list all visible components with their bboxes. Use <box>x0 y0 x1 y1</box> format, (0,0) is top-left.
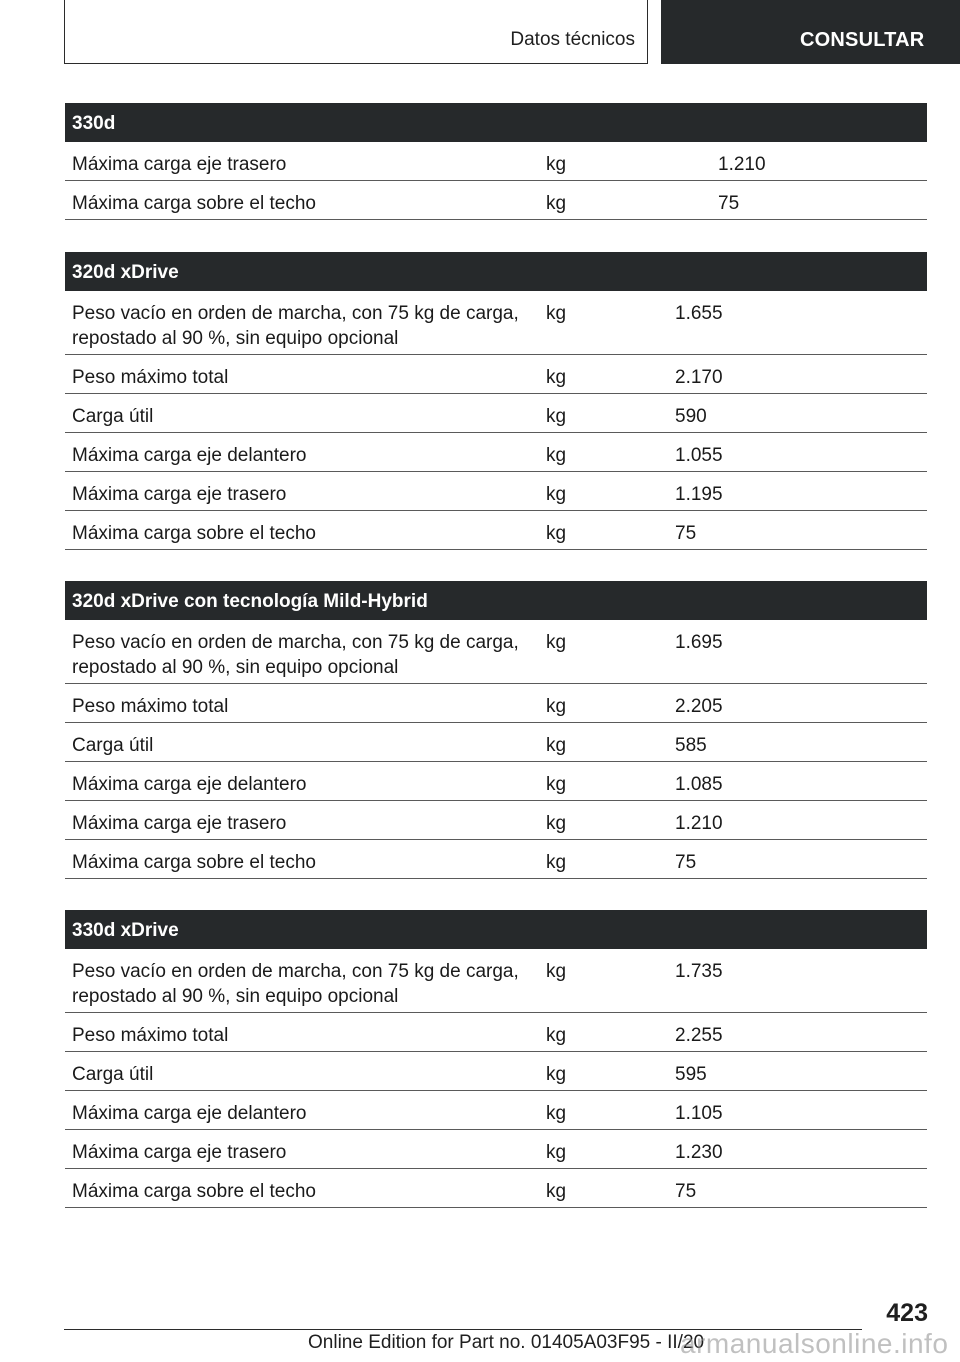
table-row <box>65 142 927 181</box>
row-label: Peso vacío en orden de marcha, con 75 kg de carga, repostado al 90 %, sin equipo opcional <box>72 961 519 1007</box>
row-label: Peso vacío en orden de marcha, con 75 kg de carga, repostado al 90 %, sin equipo opcional <box>72 632 519 678</box>
row-label: Máxima carga sobre el techo <box>72 852 316 873</box>
section-title: Datos técnicos <box>510 29 635 50</box>
row-unit: kg <box>546 632 567 653</box>
row-unit: kg <box>546 1103 567 1124</box>
table-row <box>65 355 927 394</box>
row-label: Peso vacío en orden de marcha, con 75 kg de carga, repostado al 90 %, sin equipo opcional <box>72 303 519 349</box>
row-value: 1.085 <box>675 774 723 795</box>
row-unit: kg <box>546 484 567 505</box>
table-row <box>65 291 927 355</box>
table-title: 330d <box>65 103 927 142</box>
row-unit: kg <box>546 696 567 717</box>
table-title: 330d xDrive <box>65 910 927 949</box>
row-value: 1.105 <box>675 1103 723 1124</box>
row-unit: kg <box>546 406 567 427</box>
row-value: 1.230 <box>675 1142 723 1163</box>
row-unit: kg <box>546 961 567 982</box>
row-label: Carga útil <box>72 735 154 756</box>
spec-table-330d <box>65 103 927 220</box>
row-unit: kg <box>546 1181 567 1202</box>
row-unit: kg <box>546 1064 567 1085</box>
row-label: Máxima carga eje trasero <box>72 154 287 175</box>
row-value: 1.655 <box>675 303 723 324</box>
row-value: 75 <box>718 193 740 214</box>
row-label: Máxima carga eje delantero <box>72 445 307 466</box>
row-value: 75 <box>675 1181 697 1202</box>
row-label: Máxima carga sobre el techo <box>72 193 316 214</box>
row-label: Máxima carga sobre el techo <box>72 523 316 544</box>
table-row <box>65 949 927 1013</box>
row-value: 75 <box>675 852 697 873</box>
table-row <box>65 511 927 550</box>
row-value: 1.055 <box>675 445 723 466</box>
spec-table-320d-xdrive <box>65 252 927 550</box>
row-label: Peso máximo total <box>72 367 229 388</box>
row-unit: kg <box>546 193 567 214</box>
row-value: 2.255 <box>675 1025 723 1046</box>
spec-tables <box>65 103 927 1239</box>
table-row <box>65 1052 927 1091</box>
row-unit: kg <box>546 735 567 756</box>
row-unit: kg <box>546 852 567 873</box>
row-value: 1.210 <box>718 154 766 175</box>
row-label: Carga útil <box>72 1064 154 1085</box>
chapter-label: CONSULTAR <box>800 29 925 51</box>
table-title: 320d xDrive <box>65 252 927 291</box>
row-unit: kg <box>546 1142 567 1163</box>
row-label: Máxima carga eje trasero <box>72 1142 287 1163</box>
row-label: Máxima carga eje delantero <box>72 1103 307 1124</box>
row-value: 2.205 <box>675 696 723 717</box>
row-value: 1.735 <box>675 961 723 982</box>
table-row <box>65 762 927 801</box>
row-unit: kg <box>546 154 567 175</box>
table-row <box>65 723 927 762</box>
row-value: 590 <box>675 406 707 427</box>
row-label: Máxima carga eje trasero <box>72 813 287 834</box>
edition-text: Online Edition for Part no. 01405A03F95 - II/20 <box>308 1332 705 1353</box>
table-row <box>65 620 927 684</box>
table-row <box>65 801 927 840</box>
table-row <box>65 1013 927 1052</box>
row-value: 1.210 <box>675 813 723 834</box>
table-row <box>65 1130 927 1169</box>
row-unit: kg <box>546 303 567 324</box>
row-value: 75 <box>675 523 697 544</box>
row-value: 2.170 <box>675 367 723 388</box>
page-number: 423 <box>886 1299 928 1327</box>
table-row <box>65 433 927 472</box>
table-row <box>65 394 927 433</box>
row-label: Carga útil <box>72 406 154 427</box>
spec-table-330d-xdrive <box>65 910 927 1208</box>
row-label: Peso máximo total <box>72 1025 229 1046</box>
row-label: Máxima carga eje trasero <box>72 484 287 505</box>
row-unit: kg <box>546 774 567 795</box>
table-row <box>65 1091 927 1130</box>
header-chapter-tab[interactable] <box>661 0 960 64</box>
spec-table-320d-xdrive-mild-hybrid <box>65 581 927 879</box>
table-row <box>65 181 927 220</box>
header-section-box <box>64 0 648 64</box>
table-row <box>65 840 927 879</box>
row-value: 1.195 <box>675 484 723 505</box>
row-unit: kg <box>546 1025 567 1046</box>
row-unit: kg <box>546 523 567 544</box>
row-label: Máxima carga sobre el techo <box>72 1181 316 1202</box>
row-unit: kg <box>546 367 567 388</box>
row-unit: kg <box>546 813 567 834</box>
table-row <box>65 684 927 723</box>
table-row <box>65 472 927 511</box>
table-title: 320d xDrive con tecnología Mild-Hybrid <box>65 581 927 620</box>
row-value: 585 <box>675 735 707 756</box>
row-value: 595 <box>675 1064 707 1085</box>
row-label: Peso máximo total <box>72 696 229 717</box>
row-label: Máxima carga eje delantero <box>72 774 307 795</box>
row-unit: kg <box>546 445 567 466</box>
watermark: armanualsonline.info <box>680 1328 949 1359</box>
row-value: 1.695 <box>675 632 723 653</box>
table-row <box>65 1169 927 1208</box>
